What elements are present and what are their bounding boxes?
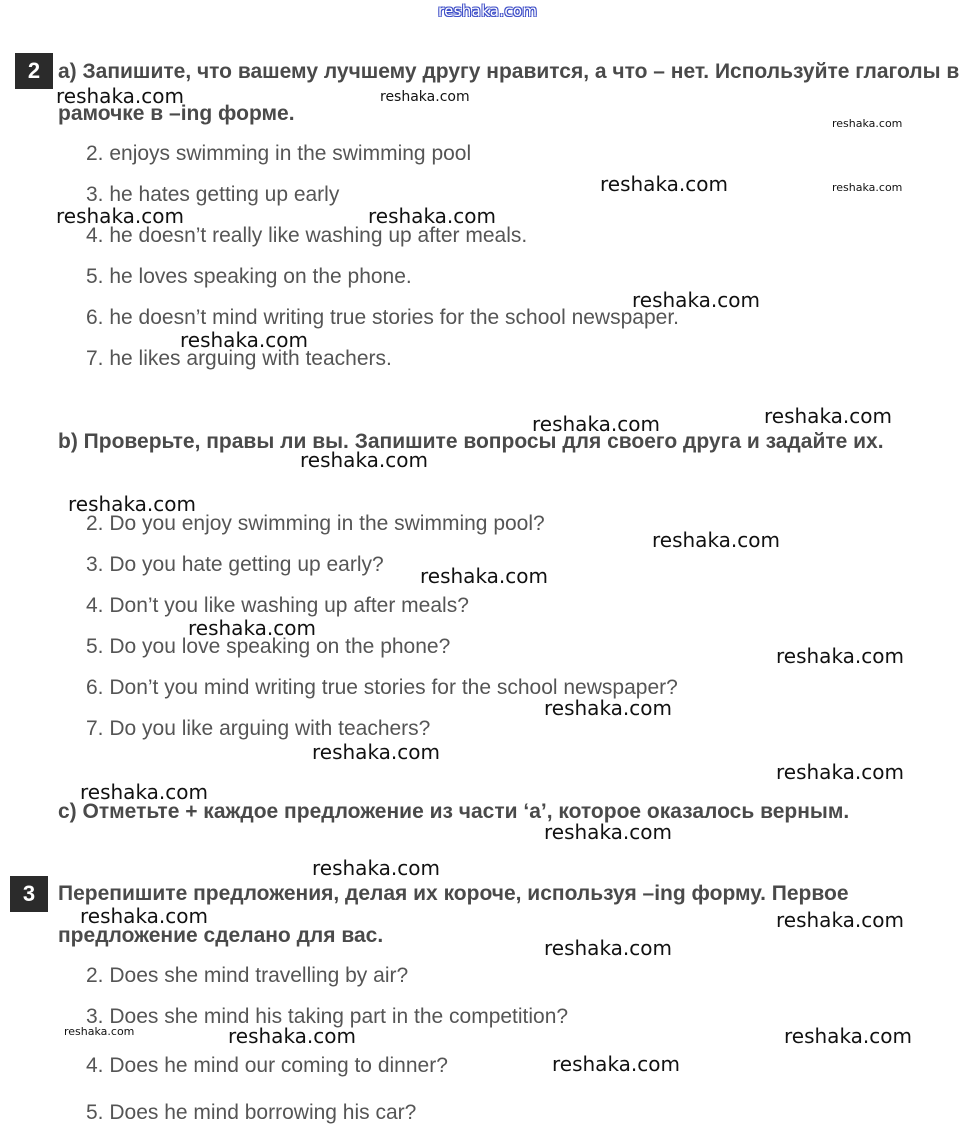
watermark: reshaka.com — [764, 404, 892, 428]
exercise-2a-item: 2. enjoys swimming in the swimming pool — [86, 142, 472, 165]
watermark: reshaka.com — [80, 904, 208, 928]
exercise-3-item: 4. Does he mind our coming to dinner? — [86, 1054, 448, 1077]
watermark: reshaka.com — [544, 696, 672, 720]
watermark: reshaka.com — [56, 204, 184, 228]
watermark: reshaka.com — [544, 936, 672, 960]
exercise-3-instruction: Перепишите предложения, делая их короче, используя –ing форму. Первое предложение сделано для вас. — [58, 882, 849, 947]
exercise-2b-item: 6. Don’t you mind writing true stories for the school newspaper? — [86, 676, 678, 699]
site-link[interactable]: reshaka.com — [438, 2, 538, 20]
watermark: reshaka.com — [64, 1025, 135, 1038]
exercise-3-item: 5. Does he mind borrowing his car? — [86, 1101, 417, 1124]
watermark: reshaka.com — [68, 492, 196, 516]
exercise-2b-item: 5. Do you love speaking on the phone? — [86, 635, 451, 658]
watermark: reshaka.com — [56, 84, 184, 108]
exercise-3-item: 3. Does she mind his taking part in the competition? — [86, 1005, 569, 1028]
watermark: reshaka.com — [552, 1052, 680, 1076]
exercise-2a-item: 5. he loves speaking on the phone. — [86, 265, 412, 288]
exercise-2b-item: 7. Do you like arguing with teachers? — [86, 717, 431, 740]
watermark: reshaka.com — [652, 528, 780, 552]
watermark: reshaka.com — [80, 780, 208, 804]
exercise-2-number: 2 — [15, 53, 53, 89]
watermark: reshaka.com — [368, 204, 496, 228]
watermark: reshaka.com — [380, 89, 470, 105]
exercise-3-number: 3 — [10, 876, 48, 912]
watermark: reshaka.com — [832, 181, 903, 194]
watermark: reshaka.com — [180, 328, 308, 352]
exercise-2c-instruction: с) Отметьте + каждое предложение из части ‘а’, которое оказалось верным. — [58, 800, 850, 823]
watermark: reshaka.com — [532, 412, 660, 436]
watermark: reshaka.com — [300, 448, 428, 472]
watermark: reshaka.com — [228, 1024, 356, 1048]
watermark: reshaka.com — [544, 820, 672, 844]
exercise-2b-instruction: b) Проверьте, правы ли вы. Запишите вопросы для своего друга и задайте их. — [58, 430, 884, 453]
watermark: reshaka.com — [312, 856, 440, 880]
exercise-3-item: 2. Does she mind travelling by air? — [86, 964, 409, 987]
watermark: reshaka.com — [312, 740, 440, 764]
watermark: reshaka.com — [600, 172, 728, 196]
watermark: reshaka.com — [776, 644, 904, 668]
watermark: reshaka.com — [776, 760, 904, 784]
exercise-2a-item: 6. he doesn’t mind writing true stories for the school newspaper. — [86, 306, 679, 329]
watermark: reshaka.com — [632, 288, 760, 312]
exercise-2b-item: 3. Do you hate getting up early? — [86, 553, 384, 576]
watermark: reshaka.com — [784, 1024, 912, 1048]
watermark: reshaka.com — [776, 908, 904, 932]
exercise-2b-item: 4. Don’t you like washing up after meals? — [86, 594, 469, 617]
watermark: reshaka.com — [420, 564, 548, 588]
watermark: reshaka.com — [832, 117, 903, 130]
exercise-2a-item: 3. he hates getting up early — [86, 183, 340, 206]
exercise-2b-item: 2. Do you enjoy swimming in the swimming pool? — [86, 512, 545, 535]
exercise-2a-item: 7. he likes arguing with teachers. — [86, 347, 392, 370]
watermark: reshaka.com — [188, 616, 316, 640]
exercise-2a-item: 4. he doesn’t really like washing up after meals. — [86, 224, 528, 247]
exercise-2a-instruction: а) Запишите, что вашему лучшему другу нравится, а что – нет. Используйте глаголы в рамочке в –ing форме. — [58, 60, 960, 125]
